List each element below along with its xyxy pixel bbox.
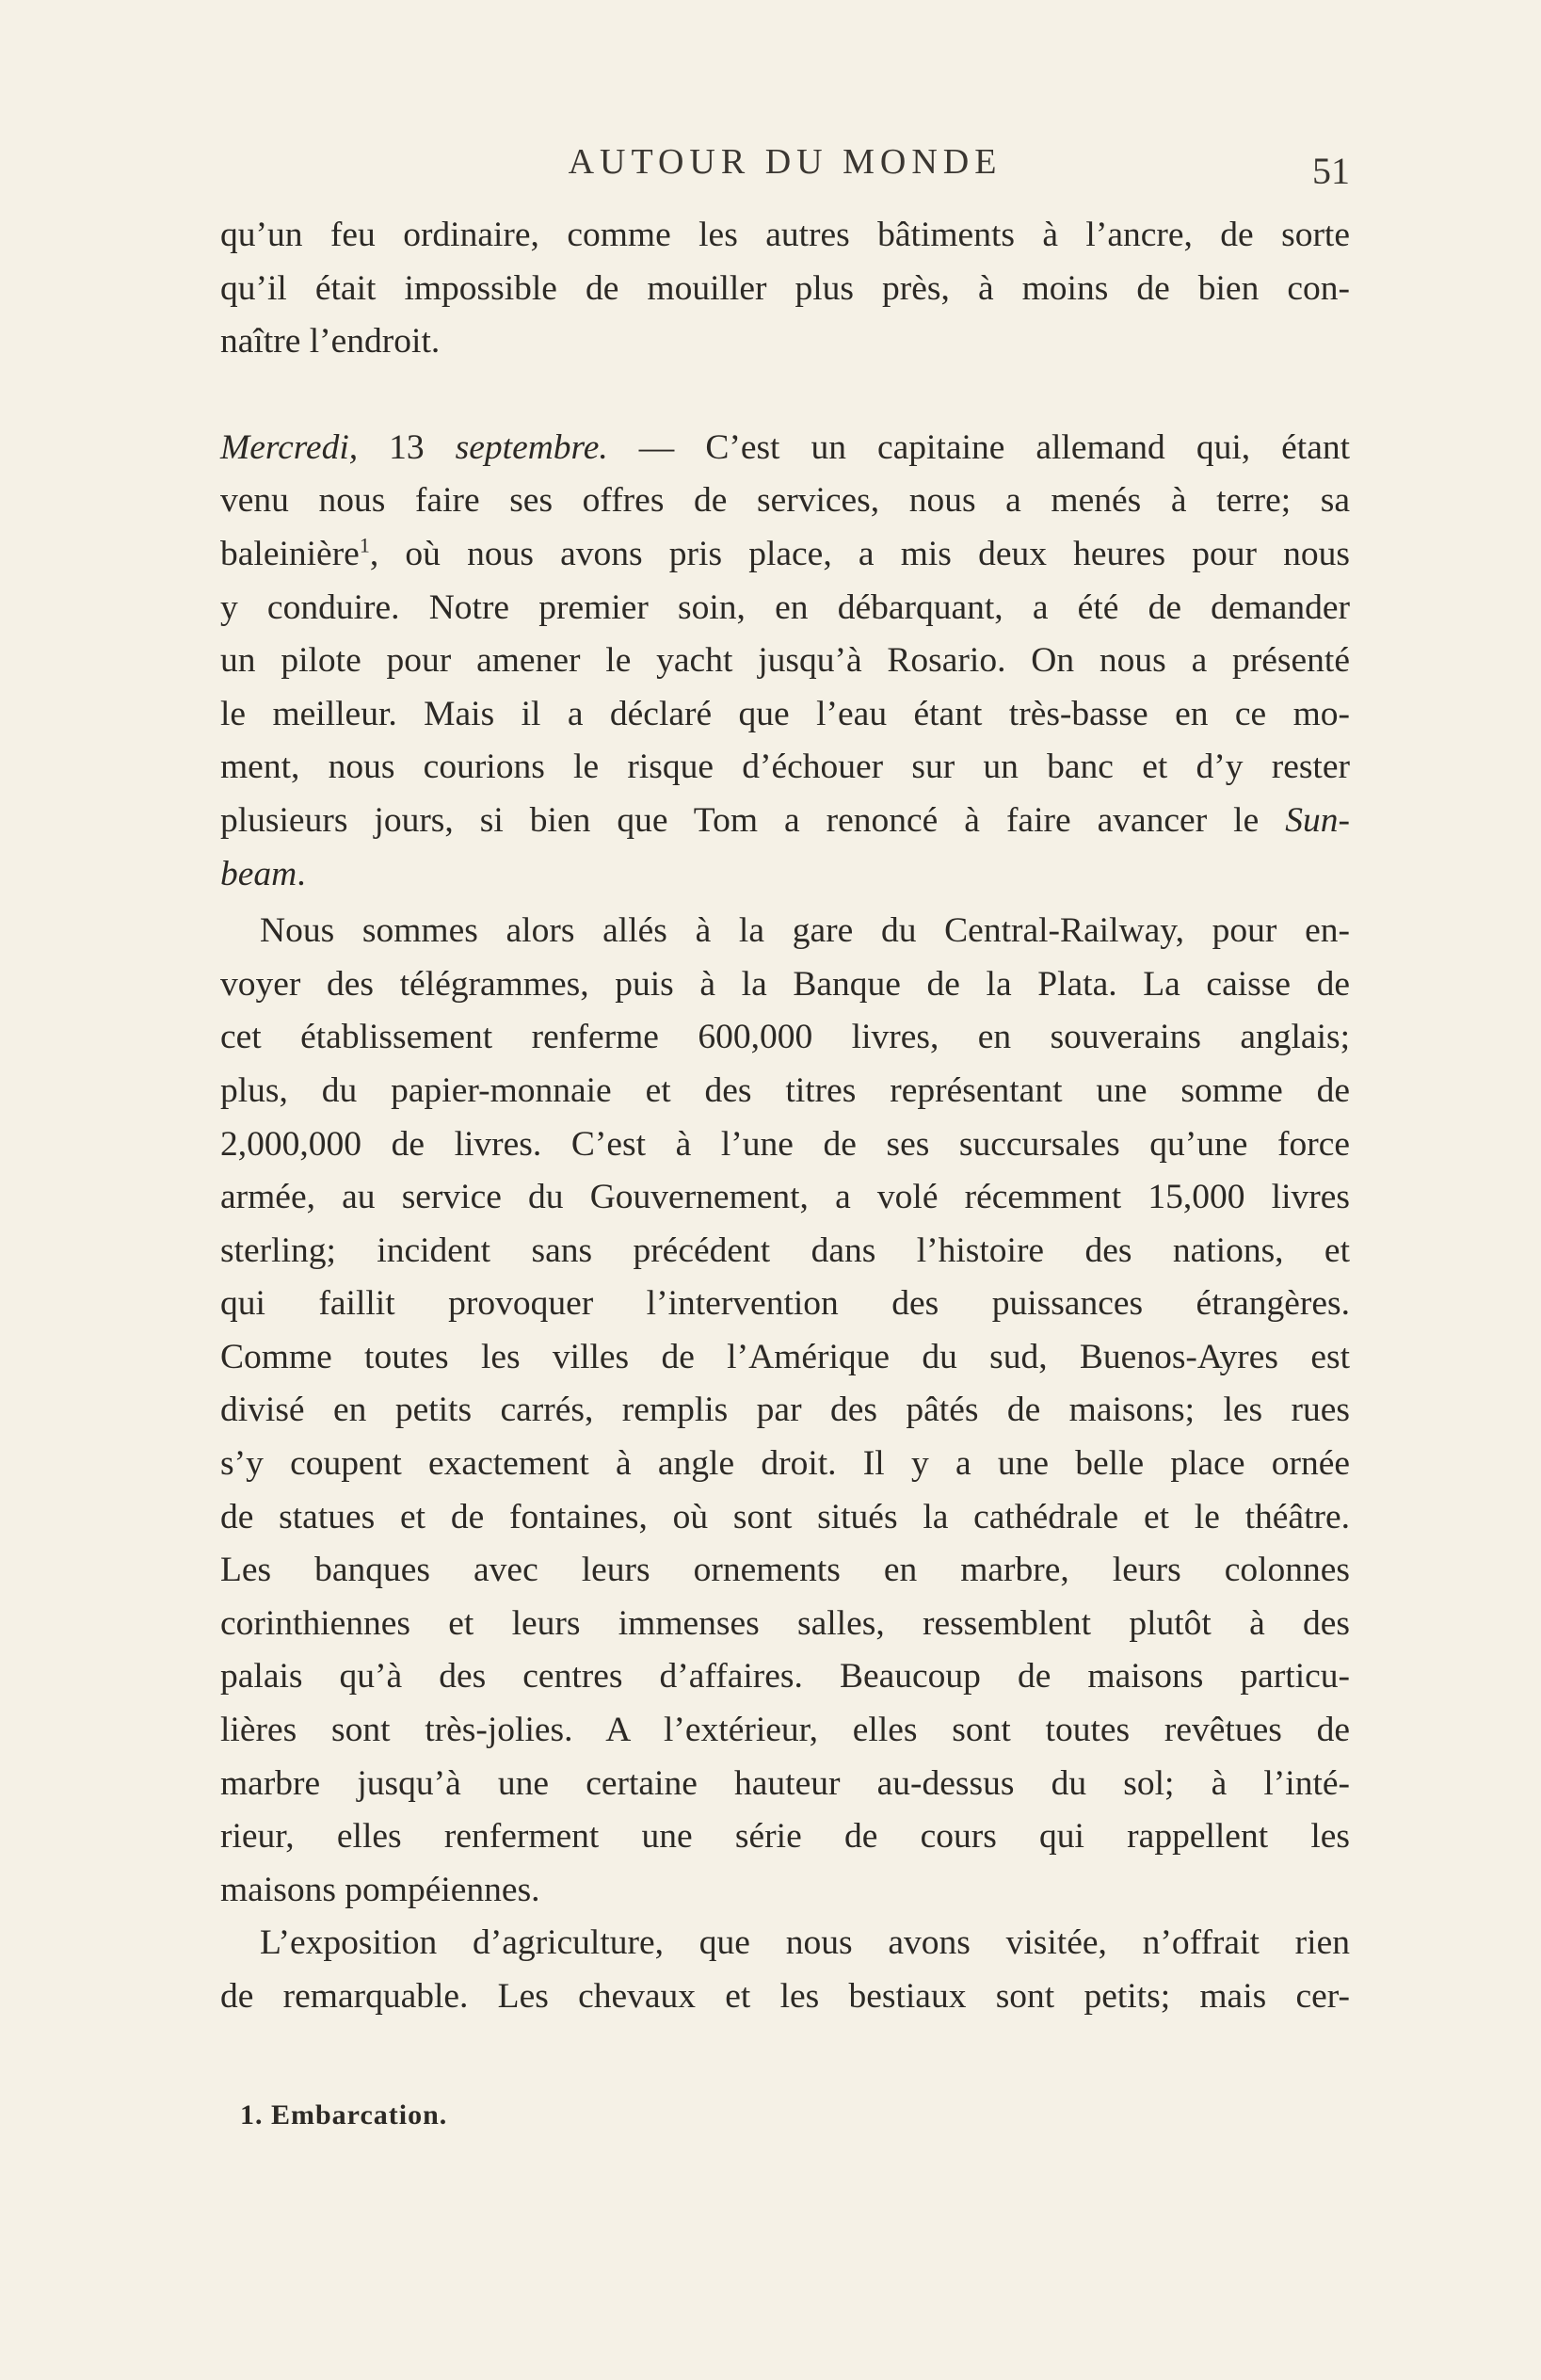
text-line: marbre jusqu’à une certaine hauteur au-dessus du sol; à l’inté- xyxy=(220,1763,1350,1803)
text-line: qu’il était impossible de mouiller plus près, à moins de bien con- xyxy=(220,268,1350,308)
text-line xyxy=(220,422,1350,475)
text-line: qu’un feu ordinaire, comme les autres bâtiments à l’ancre, de sorte xyxy=(220,216,1350,254)
text-line: venu nous faire ses offres de services, nous a menés à terre; sa xyxy=(220,481,1350,521)
text-line: qui faillit provoquer l’intervention des puissances étrangères. xyxy=(220,1284,1350,1324)
running-title: AUTOUR DU MONDE xyxy=(568,142,1003,182)
entry-date-month: septembre. xyxy=(455,427,608,467)
text-line xyxy=(220,848,1350,902)
running-head xyxy=(220,141,1350,192)
paragraph-3 xyxy=(220,905,1350,1917)
text-line: cet établissement renferme 600,000 livres, en souverains anglais; xyxy=(220,1018,1350,1057)
text-line: naître l’endroit. xyxy=(220,322,441,362)
text-line: un pilote pour amener le yacht jusqu’à Rosario. On nous a présenté xyxy=(220,641,1350,681)
entry-date-weekday: Mercredi, xyxy=(220,427,359,467)
text-fragment: , où nous avons pris place, a mis deux heures pour nous xyxy=(369,534,1350,573)
text-line: de remarquable. Les chevaux et les bestiaux sont petits; mais cer- xyxy=(220,1977,1350,2016)
footnote-reference: 1 xyxy=(359,533,370,557)
text-line: ment, nous courions le risque d’échouer sur un banc et d’y rester xyxy=(220,748,1350,787)
page-number: 51 xyxy=(1312,150,1350,192)
text-line: de statues et de fontaines, où sont situés la cathédrale et le théâtre. xyxy=(220,1497,1350,1536)
text-fragment: plusieurs jours, si bien que Tom a renoncé à faire avancer le xyxy=(220,800,1286,840)
text-fragment: baleinière xyxy=(220,534,360,573)
text-line: Nous sommes alors allés à la gare du Central-Railway, pour en- xyxy=(260,911,1350,951)
text-line: rieur, elles renferment une série de cours qui rappellent les xyxy=(220,1817,1350,1857)
text-line: Les banques avec leurs ornements en marbre, leurs colonnes xyxy=(220,1551,1350,1590)
ship-name: beam xyxy=(220,854,297,893)
text-line: plus, du papier-monnaie et des titres représentant une somme de xyxy=(220,1070,1350,1110)
text-fragment: . xyxy=(297,854,306,893)
paragraph-4 xyxy=(220,1917,1350,2023)
text-fragment: — C’est un capitaine allemand qui, étant xyxy=(607,427,1351,467)
footnote: 1. Embarcation. xyxy=(240,2099,448,2131)
body-text xyxy=(220,209,1350,2024)
text-line: y conduire. Notre premier soin, en débarquant, a été de demander xyxy=(220,587,1350,627)
text-line: corinthiennes et leurs immenses salles, ressemblent plutôt à des xyxy=(220,1603,1350,1643)
text-line: armée, au service du Gouvernement, a volé récemment 15,000 livres xyxy=(220,1178,1350,1217)
text-line: L’exposition d’agriculture, que nous avons visitée, n’offrait rien xyxy=(260,1923,1350,1963)
text-line: s’y coupent exactement à angle droit. Il y a une belle place ornée xyxy=(220,1444,1350,1484)
text-line: Comme toutes les villes de l’Amérique du sud, Buenos-Ayres est xyxy=(220,1337,1350,1376)
text-line xyxy=(220,528,1350,582)
text-line: lières sont très-jolies. A l’extérieur, elles sont toutes revêtues de xyxy=(220,1711,1350,1750)
text-line: 2,000,000 de livres. C’est à l’une de ses succursales qu’une force xyxy=(220,1124,1350,1164)
text-line: sterling; incident sans précédent dans l’histoire des nations, et xyxy=(220,1230,1350,1270)
entry-date-day: 13 xyxy=(358,427,456,467)
text-line: le meilleur. Mais il a déclaré que l’eau étant très-basse en ce mo- xyxy=(220,694,1350,733)
text-line xyxy=(220,795,1350,848)
paragraph-gap xyxy=(220,369,1350,422)
text-line: maisons pompéiennes. xyxy=(220,1870,540,1909)
paragraph-1 xyxy=(220,209,1350,369)
text-line: divisé en petits carrés, remplis par des pâtés de maisons; les rues xyxy=(220,1391,1350,1430)
text-line: palais qu’à des centres d’affaires. Beaucoup de maisons particu- xyxy=(220,1657,1350,1697)
ship-name: Sun- xyxy=(1285,800,1350,840)
paragraph-2 xyxy=(220,422,1350,901)
text-line: voyer des télégrammes, puis à la Banque de la Plata. La caisse de xyxy=(220,964,1350,1004)
